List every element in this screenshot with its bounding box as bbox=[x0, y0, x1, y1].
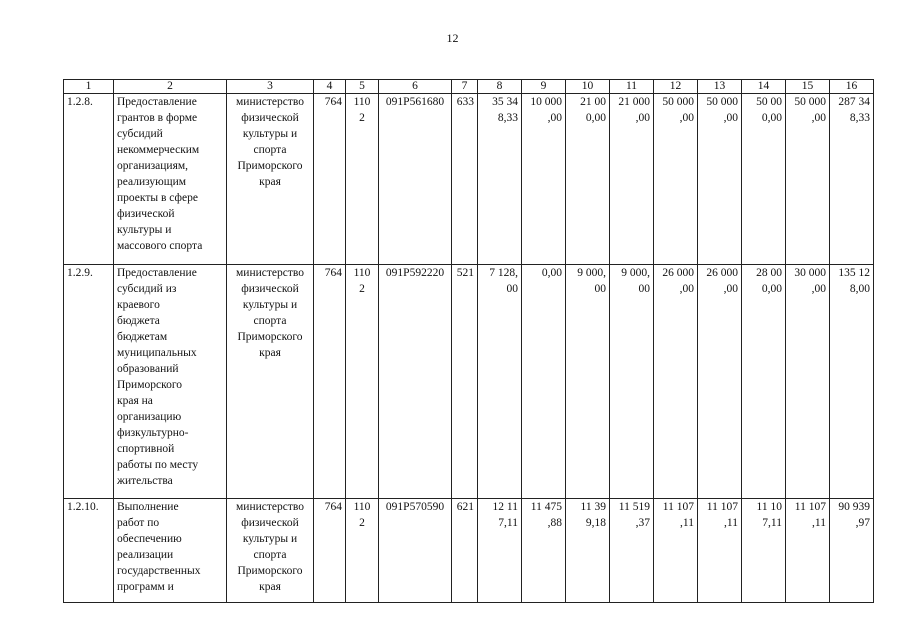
cell-line: культуры и bbox=[117, 224, 172, 236]
item-number-cell: 1.2.9. bbox=[64, 265, 114, 499]
cell-line: 10 000 bbox=[530, 96, 562, 108]
header-cell: 14 bbox=[742, 80, 786, 94]
cell-line: министерство bbox=[236, 267, 304, 279]
cell-line: ,00 bbox=[723, 283, 738, 295]
cell-line: 35 34 bbox=[492, 96, 518, 108]
code-col5-cell bbox=[346, 499, 379, 603]
cell-line: министерство bbox=[236, 96, 304, 108]
cell-line: 0,00 bbox=[585, 112, 606, 124]
cell-line: грантов в форме bbox=[117, 112, 198, 124]
cell-line: культуры и bbox=[242, 128, 298, 140]
header-cell: 12 bbox=[654, 80, 698, 94]
cell-line: бюджета bbox=[117, 315, 160, 327]
header-cell: 13 bbox=[698, 80, 742, 94]
code-col7-cell: 633 bbox=[452, 94, 478, 265]
header-cell: 8 bbox=[478, 80, 522, 94]
value-cell bbox=[698, 499, 742, 603]
item-name-cell bbox=[114, 94, 227, 265]
cell-line: физической bbox=[241, 112, 299, 124]
cell-line: 00 bbox=[594, 283, 606, 295]
cell-line: организациям, bbox=[117, 160, 189, 172]
cell-line: 50 000 bbox=[706, 96, 738, 108]
header-row bbox=[64, 80, 874, 94]
cell-line: ,37 bbox=[635, 517, 650, 529]
header-cell: 4 bbox=[314, 80, 346, 94]
cell-line: ,11 bbox=[812, 517, 826, 529]
cell-line: массового спорта bbox=[117, 240, 203, 252]
cell-line: работы по месту bbox=[117, 459, 199, 471]
cell-line: спорта bbox=[253, 549, 287, 561]
header-cell: 1 bbox=[64, 80, 114, 94]
value-cell bbox=[742, 499, 786, 603]
cell-line: спорта bbox=[253, 315, 287, 327]
cell-line: края bbox=[259, 347, 281, 359]
cell-line: жительства bbox=[117, 475, 173, 487]
table-row bbox=[64, 94, 874, 265]
value-cell bbox=[742, 265, 786, 499]
cell-line: 00 bbox=[638, 283, 650, 295]
cell-line: реализации bbox=[117, 549, 174, 561]
value-cell bbox=[478, 265, 522, 499]
cell-line: Приморского bbox=[117, 379, 183, 391]
value-cell bbox=[522, 94, 566, 265]
cell-line: Приморского bbox=[237, 565, 303, 577]
cell-line: физической bbox=[241, 283, 299, 295]
cell-line: 50 000 bbox=[662, 96, 694, 108]
cell-line: 7,11 bbox=[498, 517, 518, 529]
header-cell: 10 bbox=[566, 80, 610, 94]
cell-line: культуры и bbox=[242, 299, 298, 311]
cell-line: проекты в сфере bbox=[117, 192, 198, 204]
cell-line: 7 128, bbox=[489, 267, 518, 279]
cell-line: ,00 bbox=[679, 112, 694, 124]
value-cell bbox=[566, 499, 610, 603]
table-row bbox=[64, 499, 874, 603]
cell-line: 26 000 bbox=[662, 267, 694, 279]
code-col5-cell bbox=[346, 265, 379, 499]
cell-line: 110 bbox=[353, 96, 371, 108]
code-col6-cell: 091Р592220 bbox=[379, 265, 452, 499]
code-col6-cell: 091Р570590 bbox=[379, 499, 452, 603]
cell-line: 21 000 bbox=[618, 96, 650, 108]
header-cell: 11 bbox=[610, 80, 654, 94]
cell-line: 287 34 bbox=[838, 96, 870, 108]
cell-line: Приморского bbox=[237, 160, 303, 172]
header-cell: 9 bbox=[522, 80, 566, 94]
cell-line: 110 bbox=[353, 501, 371, 513]
cell-line: 50 00 bbox=[756, 96, 782, 108]
cell-line: субсидий bbox=[117, 128, 163, 140]
cell-line: 11 10 bbox=[756, 501, 782, 513]
value-cell bbox=[610, 94, 654, 265]
item-name-cell bbox=[114, 499, 227, 603]
cell-line: ,11 bbox=[680, 517, 694, 529]
budget-table bbox=[63, 79, 874, 603]
cell-line: 8,33 bbox=[497, 112, 518, 124]
cell-line: ,00 bbox=[635, 112, 650, 124]
cell-line: 9,18 bbox=[585, 517, 606, 529]
ministry-cell bbox=[227, 265, 314, 499]
value-cell bbox=[610, 499, 654, 603]
cell-line: 30 000 bbox=[794, 267, 826, 279]
cell-line: края на bbox=[117, 395, 153, 407]
cell-line: 2 bbox=[359, 283, 365, 295]
cell-line: муниципальных bbox=[117, 347, 197, 359]
cell-line: края bbox=[259, 581, 281, 593]
code-col4-cell: 764 bbox=[314, 94, 346, 265]
cell-line: 0,00 bbox=[761, 112, 782, 124]
cell-line: ,00 bbox=[547, 112, 562, 124]
value-cell bbox=[786, 499, 830, 603]
item-name-cell bbox=[114, 265, 227, 499]
cell-line: края bbox=[259, 176, 281, 188]
cell-line: ,00 bbox=[679, 283, 694, 295]
cell-line: физической bbox=[117, 208, 175, 220]
value-cell bbox=[698, 265, 742, 499]
value-cell bbox=[830, 265, 874, 499]
header-cell: 16 bbox=[830, 80, 874, 94]
cell-line: 21 00 bbox=[580, 96, 606, 108]
cell-line: организацию bbox=[117, 411, 182, 423]
value-cell bbox=[742, 94, 786, 265]
cell-line: 110 bbox=[353, 267, 371, 279]
cell-line: работ по bbox=[117, 517, 160, 529]
cell-line: министерство bbox=[236, 501, 304, 513]
cell-line: 11 39 bbox=[580, 501, 606, 513]
cell-line: 11 107 bbox=[706, 501, 738, 513]
cell-line: 8,00 bbox=[849, 283, 870, 295]
header-cell: 15 bbox=[786, 80, 830, 94]
value-cell bbox=[830, 499, 874, 603]
cell-line: Приморского bbox=[237, 331, 303, 343]
cell-line: ,00 bbox=[723, 112, 738, 124]
cell-line: 00 bbox=[506, 283, 518, 295]
cell-line: 11 519 bbox=[618, 501, 650, 513]
item-number-cell: 1.2.8. bbox=[64, 94, 114, 265]
cell-line: краевого bbox=[117, 299, 160, 311]
header-cell: 6 bbox=[379, 80, 452, 94]
cell-line: 7,11 bbox=[762, 517, 782, 529]
cell-line: 12 11 bbox=[492, 501, 518, 513]
cell-line: государственных bbox=[117, 565, 201, 577]
code-col6-cell: 091Р561680 bbox=[379, 94, 452, 265]
item-number-cell: 1.2.10. bbox=[64, 499, 114, 603]
cell-line: 135 12 bbox=[838, 267, 870, 279]
cell-line: обеспечению bbox=[117, 533, 182, 545]
cell-line: 11 475 bbox=[530, 501, 562, 513]
page-number: 12 bbox=[446, 31, 459, 45]
header-cell: 5 bbox=[346, 80, 379, 94]
code-col4-cell: 764 bbox=[314, 499, 346, 603]
cell-line: реализующим bbox=[117, 176, 187, 188]
cell-line: ,88 bbox=[547, 517, 562, 529]
cell-line: Выполнение bbox=[117, 501, 179, 513]
cell-line: программ и bbox=[117, 581, 174, 593]
code-col7-cell: 621 bbox=[452, 499, 478, 603]
cell-line: некоммерческим bbox=[117, 144, 200, 156]
header-cell: 7 bbox=[452, 80, 478, 94]
ministry-cell bbox=[227, 94, 314, 265]
value-cell bbox=[786, 94, 830, 265]
cell-line: 0,00 bbox=[541, 267, 562, 279]
cell-line: 11 107 bbox=[662, 501, 694, 513]
value-cell bbox=[830, 94, 874, 265]
cell-line: 9 000, bbox=[577, 267, 606, 279]
value-cell bbox=[522, 499, 566, 603]
value-cell bbox=[478, 94, 522, 265]
value-cell bbox=[522, 265, 566, 499]
cell-line: физической bbox=[241, 517, 299, 529]
cell-line: ,00 bbox=[811, 112, 826, 124]
cell-line: ,97 bbox=[855, 517, 870, 529]
cell-line: спорта bbox=[253, 144, 287, 156]
cell-line: 28 00 bbox=[756, 267, 782, 279]
cell-line: 2 bbox=[359, 517, 365, 529]
cell-line: спортивной bbox=[117, 443, 175, 455]
value-cell bbox=[698, 94, 742, 265]
code-col7-cell: 521 bbox=[452, 265, 478, 499]
cell-line: ,11 bbox=[724, 517, 738, 529]
value-cell bbox=[786, 265, 830, 499]
cell-line: 2 bbox=[359, 112, 365, 124]
cell-line: 11 107 bbox=[794, 501, 826, 513]
cell-line: культуры и bbox=[242, 533, 298, 545]
cell-line: физкультурно- bbox=[117, 427, 189, 439]
value-cell bbox=[610, 265, 654, 499]
value-cell bbox=[654, 94, 698, 265]
table-row bbox=[64, 265, 874, 499]
cell-line: образований bbox=[117, 363, 179, 375]
cell-line: 0,00 bbox=[761, 283, 782, 295]
cell-line: ,00 bbox=[811, 283, 826, 295]
cell-line: 8,33 bbox=[849, 112, 870, 124]
value-cell bbox=[478, 499, 522, 603]
cell-line: 90 939 bbox=[838, 501, 870, 513]
cell-line: Предоставление bbox=[117, 267, 197, 279]
code-col5-cell bbox=[346, 94, 379, 265]
header-cell: 3 bbox=[227, 80, 314, 94]
ministry-cell bbox=[227, 499, 314, 603]
cell-line: бюджетам bbox=[117, 331, 168, 343]
cell-line: 9 000, bbox=[621, 267, 650, 279]
cell-line: 50 000 bbox=[794, 96, 826, 108]
value-cell bbox=[654, 265, 698, 499]
cell-line: субсидий из bbox=[117, 283, 177, 295]
cell-line: 26 000 bbox=[706, 267, 738, 279]
code-col4-cell: 764 bbox=[314, 265, 346, 499]
value-cell bbox=[654, 499, 698, 603]
value-cell bbox=[566, 265, 610, 499]
cell-line: Предоставление bbox=[117, 96, 197, 108]
header-cell: 2 bbox=[114, 80, 227, 94]
value-cell bbox=[566, 94, 610, 265]
